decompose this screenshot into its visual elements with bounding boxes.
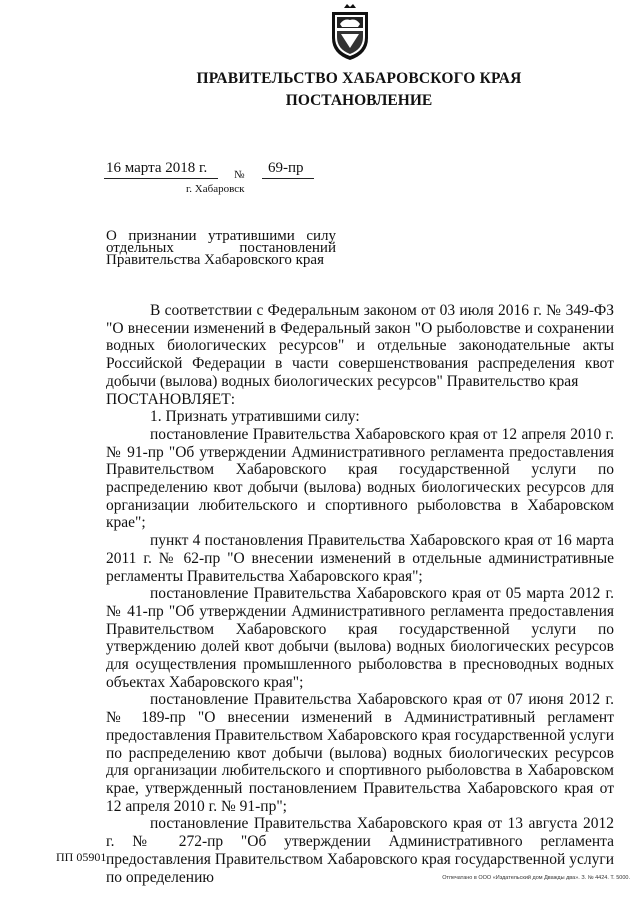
number-underline: [262, 178, 314, 179]
preamble-paragraph: В соответствии с Федеральным законом от 03 июля 2016 г. № 349-ФЗ "О внесении изменений в Федеральный закон "О рыболовстве и сохранении водных биологических ресурсов" и отдельные законодательные акты Российской Федерации в части совершенствования распределения квот добычи (вылова) водных биологических ресурсов" Правительство края: [106, 302, 614, 390]
document-subject: О признании утратившими силу отдельных постановлений Правительства Хабаровского края: [106, 228, 336, 268]
repealed-item-2: пункт 4 постановления Правительства Хабаровского края от 16 марта 2011 г. № 62-пр "О внесении изменений в отдельные административные регламенты Правительства Хабаровского края";: [106, 532, 614, 585]
government-title: ПРАВИТЕЛЬСТВО ХАБАРОВСКОГО КРАЯ: [196, 70, 522, 87]
footer-code: ПП 05901: [56, 850, 107, 864]
date-underline: [104, 178, 218, 179]
number-sign: №: [234, 169, 245, 181]
repealed-item-5: постановление Правительства Хабаровского края от 13 августа 2012 г. № 272-пр "Об утверждении Административного регламента предоставления Правительством Хабаровского края государственной услуги по определению: [106, 815, 614, 886]
repealed-item-3: постановление Правительства Хабаровского края от 05 марта 2012 г. № 41-пр "Об утверждении Административного регламента предоставления Правительством Хабаровского края государственной услуги по утверждению долей квот добычи (вылова) водных биологических ресурсов для осуществления промышленного рыболовства в пресноводных водных объектах Хабаровского края";: [106, 585, 614, 691]
document-city: г. Хабаровск: [186, 183, 245, 195]
repealed-item-1: постановление Правительства Хабаровского края от 12 апреля 2010 г. № 91-пр "Об утверждении Административного регламента предоставления Правительством Хабаровского края государственной услуги по распределению квот добычи (вылова) водных биологических ресурсов для организации любительского и спортивного рыболовства в Хабаровском крае";: [106, 425, 614, 532]
document-type: ПОСТАНОВЛЕНИЕ: [285, 92, 433, 109]
resolves-heading: ПОСТАНОВЛЯЕТ:: [106, 390, 236, 408]
document-body: [106, 302, 614, 886]
printer-imprint: Отпечатано в ООО «Издательский дом Дважды два». З. № 4424. Т. 5000.: [442, 875, 630, 881]
coat-of-arms-icon: [328, 4, 372, 62]
document-date: 16 марта 2018 г.: [106, 160, 208, 176]
repealed-item-4: постановление Правительства Хабаровского края от 07 июня 2012 г. № 189-пр "О внесении изменений в Административный регламент предоставления Правительством Хабаровского края государственной услуги по распределению квот добычи (вылова) водных биологических ресурсов для организации любительского и спортивного рыболовства в Хабаровском крае, утвержденный постановлением Правительства Хабаровского края от 12 апреля 2010 г. № 91-пр";: [106, 691, 614, 815]
clause-1: 1. Признать утратившими силу:: [150, 408, 360, 426]
document-number: 69-пр: [268, 160, 304, 176]
